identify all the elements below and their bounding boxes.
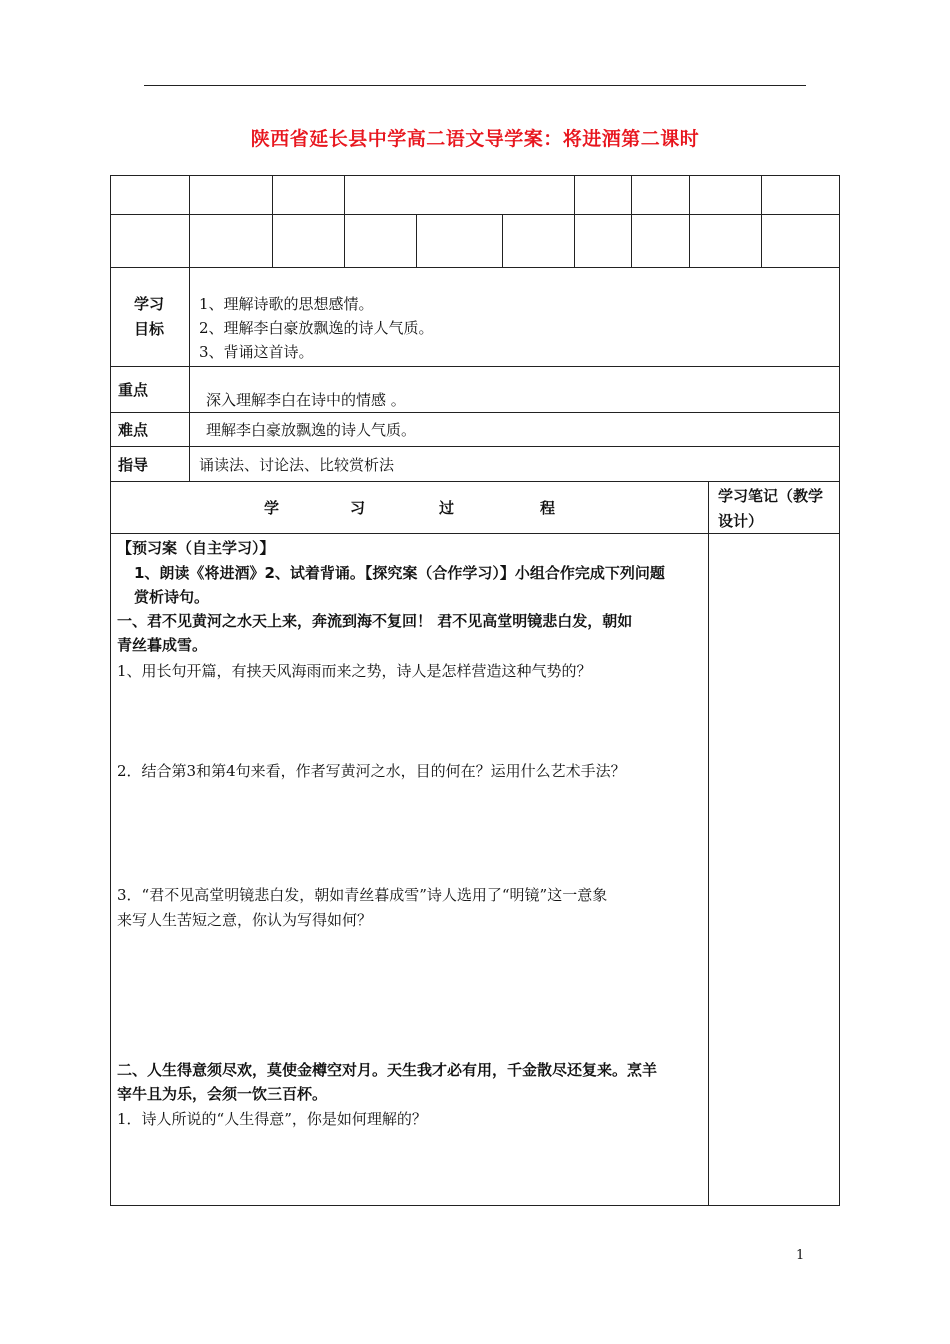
process-header-char: 程: [540, 499, 556, 517]
info-cell: [761, 175, 840, 215]
info-cell: [189, 175, 273, 215]
info-cell: [416, 214, 503, 268]
info-cell: [574, 175, 632, 215]
info-cell: [761, 214, 840, 268]
info-cell: [574, 214, 632, 268]
info-cell: [689, 214, 762, 268]
difficulty-label: 难点: [118, 421, 149, 439]
objectives-label-cell: [110, 267, 190, 367]
notes-cell: [708, 533, 840, 1206]
header-rule: [144, 85, 806, 86]
question-2: 2．结合第3和第4句来看，作者写黄河之水，目的何在？运用什么艺术手法？: [117, 762, 626, 780]
page-number: 1: [796, 1248, 805, 1263]
info-cell: [110, 175, 190, 215]
task-line: 1、朗读《将进酒》2、试着背诵。【探究案（合作学习）】小组合作完成下列问题: [134, 564, 665, 582]
page-title: 陕西省延长县中学高二语文导学案：将进酒第二课时: [250, 128, 700, 150]
info-cell: [189, 214, 273, 268]
guidance-text: 诵读法、讨论法、比较赏析法: [199, 456, 395, 474]
difficulty-text: 理解李白豪放飘逸的诗人气质。: [206, 421, 417, 439]
info-cell: [502, 214, 575, 268]
process-header-char: 习: [350, 499, 366, 517]
question-4: 1．诗人所说的“人生得意”，你是如何理解的？: [117, 1110, 427, 1128]
preview-heading: 【预习案（自主学习）】: [117, 539, 275, 557]
key-point-text: 深入理解李白在诗中的情感 。: [206, 391, 406, 409]
info-cell: [344, 175, 575, 215]
process-header-cell: [110, 481, 709, 534]
process-header-char: 过: [439, 499, 455, 517]
content-cell: [110, 533, 709, 1206]
process-header-char: 学: [264, 499, 280, 517]
poem-part1-line1: 一、君不见黄河之水天上来，奔流到海不复回！ 君不见高堂明镜悲白发，朝如: [117, 612, 633, 630]
objective-item: 2、理解李白豪放飘逸的诗人气质。: [199, 319, 434, 337]
question-3-line1: 3．“君不见高堂明镜悲白发，朝如青丝暮成雪”诗人选用了“明镜”这一意象: [117, 886, 608, 904]
info-cell: [344, 214, 417, 268]
question-3-line2: 来写人生苦短之意，你认为写得如何？: [117, 911, 373, 929]
objectives-label-1: 学习: [134, 295, 165, 313]
info-cell: [110, 214, 190, 268]
info-cell: [272, 214, 345, 268]
question-1: 1、用长句开篇，有挟天风海雨而来之势，诗人是怎样营造这种气势的？: [117, 662, 592, 680]
objectives-label-2: 目标: [134, 320, 165, 338]
objective-item: 1、理解诗歌的思想感情。: [199, 295, 374, 313]
guidance-label: 指导: [118, 456, 149, 474]
objective-item: 3、背诵这首诗。: [199, 343, 314, 361]
appreciate-line: 赏析诗句。: [134, 588, 210, 606]
info-cell: [689, 175, 762, 215]
info-cell: [631, 175, 690, 215]
notes-header-line1: 学习笔记（教学: [718, 487, 824, 505]
info-cell: [272, 175, 345, 215]
poem-part2-line2: 宰牛且为乐，会须一饮三百杯。: [117, 1085, 328, 1103]
key-point-label: 重点: [118, 381, 149, 399]
poem-part1-line2: 青丝暮成雪。: [117, 636, 208, 654]
info-cell: [631, 214, 690, 268]
notes-header-line2: 设计）: [718, 512, 764, 530]
poem-part2-line1: 二、人生得意须尽欢，莫使金樽空对月。天生我才必有用，千金散尽还复来。烹羊: [117, 1061, 658, 1079]
